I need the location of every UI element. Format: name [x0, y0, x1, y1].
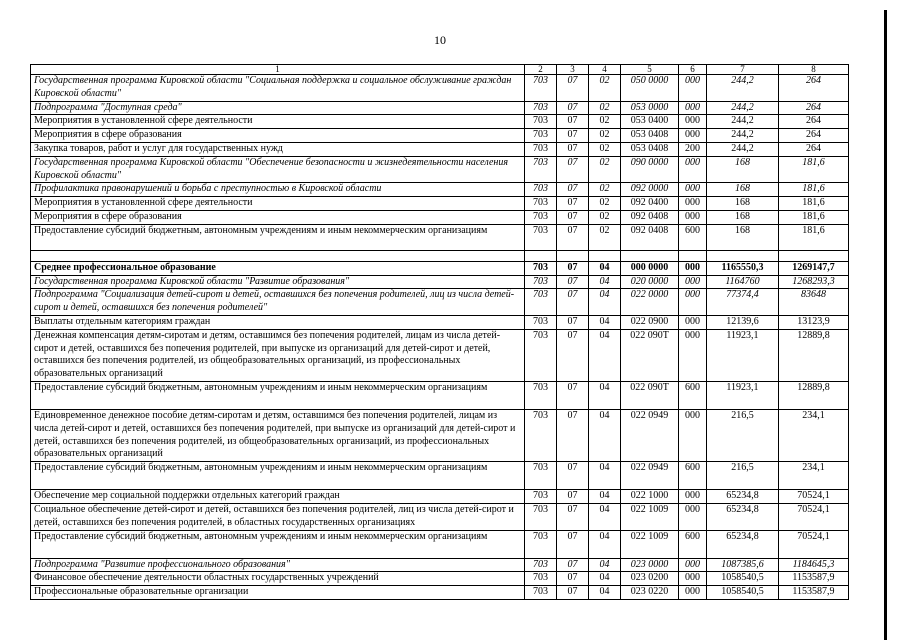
cell-c2: 703: [525, 530, 557, 558]
cell-c8: 181,6: [779, 224, 849, 250]
table-row: [31, 490, 849, 504]
cell-c7: 216,5: [707, 462, 779, 490]
cell-c5: 050 0000: [621, 75, 679, 102]
table-row: [31, 572, 849, 586]
cell-c6: 200: [679, 142, 707, 156]
row-name: Обеспечение мер социальной поддержки отдельных категорий граждан: [31, 490, 525, 504]
row-name: Подпрограмма "Доступная среда": [31, 101, 525, 115]
row-name: Финансовое обеспечение деятельности областных государственных учреждений: [31, 572, 525, 586]
table-row: [31, 75, 849, 102]
cell-c7: 168: [707, 183, 779, 197]
cell-c5: 020 0000: [621, 275, 679, 289]
cell-c2: 703: [525, 261, 557, 275]
cell-c8: 12889,8: [779, 329, 849, 381]
cell-c3: 07: [557, 261, 589, 275]
cell-c4: 04: [589, 503, 621, 530]
cell-c4: 04: [589, 586, 621, 600]
table-header-row: [31, 65, 849, 75]
cell-c2: 703: [525, 490, 557, 504]
cell-c4: 02: [589, 101, 621, 115]
table-row: [31, 289, 849, 316]
cell-c8: 83648: [779, 289, 849, 316]
cell-c3: 07: [557, 101, 589, 115]
table-row: [31, 503, 849, 530]
cell-c8: 181,6: [779, 197, 849, 211]
cell-c2: 703: [525, 129, 557, 143]
cell-c6: 000: [679, 275, 707, 289]
cell-c6: 000: [679, 156, 707, 183]
cell-c2: 703: [525, 572, 557, 586]
cell-c4: 02: [589, 142, 621, 156]
cell-c8: 70524,1: [779, 490, 849, 504]
cell-c4: 04: [589, 381, 621, 409]
table-row: [31, 462, 849, 490]
row-name: Государственная программа Кировской области "Социальная поддержка и социальное обслуживание граждан Кировской области": [31, 75, 525, 102]
cell-c6: 000: [679, 586, 707, 600]
cell-c4: 02: [589, 210, 621, 224]
cell-c4: 02: [589, 75, 621, 102]
cell-c7: 11923,1: [707, 329, 779, 381]
header-cell: 3: [557, 65, 589, 75]
cell-c3: 07: [557, 530, 589, 558]
row-name: Подпрограмма "Социализация детей-сирот и детей, оставшихся без попечения родителей, лиц из числа детей-сирот и детей, оставшихся без попечения родителей": [31, 289, 525, 316]
cell-c2: 703: [525, 289, 557, 316]
cell-c2: 703: [525, 275, 557, 289]
cell-c8: 1153587,9: [779, 586, 849, 600]
cell-c6: 000: [679, 197, 707, 211]
table-row: [31, 115, 849, 129]
cell-c8: 181,6: [779, 156, 849, 183]
cell-c6: 000: [679, 115, 707, 129]
cell-c3: 07: [557, 558, 589, 572]
header-cell: 7: [707, 65, 779, 75]
table-row: [31, 129, 849, 143]
cell-c3: 07: [557, 210, 589, 224]
cell-c6: 000: [679, 558, 707, 572]
cell-c7: 1058540,5: [707, 572, 779, 586]
cell-c4: 02: [589, 197, 621, 211]
cell-c8: 264: [779, 142, 849, 156]
cell-c7: 244,2: [707, 115, 779, 129]
cell-c8: 234,1: [779, 409, 849, 461]
cell-c3: 07: [557, 315, 589, 329]
cell-c4: 04: [589, 490, 621, 504]
page-number: 10: [434, 33, 446, 47]
table-row: [31, 261, 849, 275]
budget-table: [30, 64, 849, 600]
cell-c5: 022 090Т: [621, 329, 679, 381]
cell-c3: 07: [557, 115, 589, 129]
cell-c7: 65234,8: [707, 503, 779, 530]
cell-c5: 000 0000: [621, 261, 679, 275]
cell-c4: 02: [589, 156, 621, 183]
table-row: [31, 329, 849, 381]
table-row: [31, 224, 849, 250]
cell-c4: 04: [589, 572, 621, 586]
table-row: [31, 275, 849, 289]
cell-c7: 244,2: [707, 101, 779, 115]
cell-c7: 244,2: [707, 75, 779, 102]
cell-c2: 703: [525, 586, 557, 600]
row-name: Государственная программа Кировской области "Развитие образования": [31, 275, 525, 289]
cell-c6: 600: [679, 381, 707, 409]
cell-c2: 703: [525, 381, 557, 409]
row-name: Единовременное денежное пособие детям-сиротам и детям, оставшимся без попечения родителей, лицам из числа детей-сирот и детей, оставшихся без попечения родителей, при выпуске из организаций для детей-сирот и детей, оставшихся без попечения родителей, из общеобразовательных организаций, из профессиональных образовательных организаций: [31, 409, 525, 461]
cell-c6: 600: [679, 530, 707, 558]
row-name: Мероприятия в установленной сфере деятельности: [31, 115, 525, 129]
row-name: Денежная компенсация детям-сиротам и детям, оставшимся без попечения родителей, лицам из числа детей-сирот и детей, оставшихся без попечения родителей, при выпуске из организаций для детей-сирот и детей, оставшихся без попечения родителей, из общеобразовательных организаций, из профессиональных образовательных организаций: [31, 329, 525, 381]
cell-c3: 07: [557, 275, 589, 289]
cell-c8: 181,6: [779, 183, 849, 197]
cell-c8: 70524,1: [779, 503, 849, 530]
cell-c6: 000: [679, 572, 707, 586]
cell-c5: 022 0949: [621, 462, 679, 490]
row-name: Среднее профессиональное образование: [31, 261, 525, 275]
table-row: [31, 142, 849, 156]
cell-c8: 1269147,7: [779, 261, 849, 275]
cell-c8: 70524,1: [779, 530, 849, 558]
cell-c6: 000: [679, 329, 707, 381]
cell-c3: 07: [557, 224, 589, 250]
cell-c2: 703: [525, 210, 557, 224]
table-spacer-row: [31, 250, 849, 261]
cell-c6: 000: [679, 490, 707, 504]
row-name: Предоставление субсидий бюджетным, автономным учреждениям и иным некоммерческим организациям: [31, 462, 525, 490]
page-edge-rule: [884, 10, 887, 640]
cell-c5: 090 0000: [621, 156, 679, 183]
cell-c2: 703: [525, 115, 557, 129]
cell-c3: 07: [557, 197, 589, 211]
cell-c2: 703: [525, 329, 557, 381]
cell-c6: 000: [679, 409, 707, 461]
cell-c3: 07: [557, 289, 589, 316]
cell-c4: 04: [589, 409, 621, 461]
cell-c5: 022 1009: [621, 530, 679, 558]
cell-c5: 053 0000: [621, 101, 679, 115]
table-row: [31, 101, 849, 115]
cell-c3: 07: [557, 409, 589, 461]
cell-c6: 000: [679, 101, 707, 115]
cell-c4: 04: [589, 329, 621, 381]
table-row: [31, 156, 849, 183]
table-row: [31, 558, 849, 572]
table-row: [31, 381, 849, 409]
cell-c3: 07: [557, 462, 589, 490]
cell-c4: 04: [589, 275, 621, 289]
cell-c5: 022 1009: [621, 503, 679, 530]
cell-c7: 1058540,5: [707, 586, 779, 600]
header-cell: 4: [589, 65, 621, 75]
cell-c3: 07: [557, 586, 589, 600]
cell-c8: 13123,9: [779, 315, 849, 329]
cell-c2: 703: [525, 197, 557, 211]
cell-c6: 000: [679, 503, 707, 530]
cell-c7: 1087385,6: [707, 558, 779, 572]
cell-c2: 703: [525, 224, 557, 250]
cell-c8: 1268293,3: [779, 275, 849, 289]
cell-c2: 703: [525, 409, 557, 461]
cell-c2: 703: [525, 183, 557, 197]
cell-c5: 022 0900: [621, 315, 679, 329]
cell-c5: 053 0408: [621, 129, 679, 143]
cell-c5: 092 0408: [621, 210, 679, 224]
cell-c7: 244,2: [707, 142, 779, 156]
cell-c7: 216,5: [707, 409, 779, 461]
row-name: Профилактика правонарушений и борьба с преступностью в Кировской области: [31, 183, 525, 197]
cell-c4: 04: [589, 289, 621, 316]
cell-c4: 02: [589, 183, 621, 197]
table-row: [31, 197, 849, 211]
cell-c5: 022 090Т: [621, 381, 679, 409]
cell-c6: 600: [679, 462, 707, 490]
row-name: Социальное обеспечение детей-сирот и детей, оставшихся без попечения родителей, лиц из числа детей-сирот и детей, оставшихся без попечения родителей, в областных государственных организациях: [31, 503, 525, 530]
cell-c8: 1153587,9: [779, 572, 849, 586]
cell-c5: 053 0400: [621, 115, 679, 129]
cell-c6: 000: [679, 183, 707, 197]
cell-c5: 092 0400: [621, 197, 679, 211]
cell-c7: 11923,1: [707, 381, 779, 409]
cell-c6: 000: [679, 210, 707, 224]
cell-c8: 1184645,3: [779, 558, 849, 572]
cell-c5: 092 0408: [621, 224, 679, 250]
cell-c6: 000: [679, 315, 707, 329]
cell-c6: 600: [679, 224, 707, 250]
header-cell: 6: [679, 65, 707, 75]
cell-c4: 04: [589, 315, 621, 329]
cell-c5: 023 0220: [621, 586, 679, 600]
cell-c3: 07: [557, 490, 589, 504]
cell-c5: 092 0000: [621, 183, 679, 197]
cell-c2: 703: [525, 142, 557, 156]
row-name: Подпрограмма "Развитие профессионального образования": [31, 558, 525, 572]
cell-c6: 000: [679, 129, 707, 143]
row-name: Предоставление субсидий бюджетным, автономным учреждениям и иным некоммерческим организациям: [31, 530, 525, 558]
cell-c8: 234,1: [779, 462, 849, 490]
cell-c4: 04: [589, 462, 621, 490]
cell-c3: 07: [557, 183, 589, 197]
row-name: Предоставление субсидий бюджетным, автономным учреждениям и иным некоммерческим организациям: [31, 224, 525, 250]
cell-c5: 022 0000: [621, 289, 679, 316]
cell-c3: 07: [557, 142, 589, 156]
table-row: [31, 183, 849, 197]
header-cell: 5: [621, 65, 679, 75]
cell-c3: 07: [557, 129, 589, 143]
row-name: Мероприятия в сфере образования: [31, 210, 525, 224]
table-row: [31, 586, 849, 600]
cell-c7: 65234,8: [707, 490, 779, 504]
cell-c8: 264: [779, 129, 849, 143]
cell-c4: 02: [589, 129, 621, 143]
cell-c4: 04: [589, 558, 621, 572]
cell-c7: 1164760: [707, 275, 779, 289]
cell-c7: 1165550,3: [707, 261, 779, 275]
header-cell: 2: [525, 65, 557, 75]
table-row: [31, 409, 849, 461]
cell-c8: 264: [779, 115, 849, 129]
cell-c8: 264: [779, 75, 849, 102]
row-name: Государственная программа Кировской области "Обеспечение безопасности и жизнедеятельности населения Кировской области": [31, 156, 525, 183]
cell-c5: 023 0200: [621, 572, 679, 586]
row-name: Выплаты отдельным категориям граждан: [31, 315, 525, 329]
cell-c5: 053 0408: [621, 142, 679, 156]
cell-c5: 022 1000: [621, 490, 679, 504]
cell-c6: 000: [679, 261, 707, 275]
cell-c7: 244,2: [707, 129, 779, 143]
cell-c2: 703: [525, 101, 557, 115]
cell-c2: 703: [525, 156, 557, 183]
cell-c3: 07: [557, 156, 589, 183]
cell-c4: 02: [589, 224, 621, 250]
cell-c7: 12139,6: [707, 315, 779, 329]
row-name: Мероприятия в установленной сфере деятельности: [31, 197, 525, 211]
cell-c7: 168: [707, 210, 779, 224]
cell-c8: 181,6: [779, 210, 849, 224]
cell-c7: 65234,8: [707, 530, 779, 558]
row-name: Профессиональные образовательные организации: [31, 586, 525, 600]
cell-c2: 703: [525, 462, 557, 490]
cell-c3: 07: [557, 329, 589, 381]
header-cell: 1: [31, 65, 525, 75]
cell-c2: 703: [525, 503, 557, 530]
cell-c2: 703: [525, 75, 557, 102]
row-name: Закупка товаров, работ и услуг для государственных нужд: [31, 142, 525, 156]
table-row: [31, 315, 849, 329]
cell-c8: 264: [779, 101, 849, 115]
cell-c6: 000: [679, 75, 707, 102]
cell-c4: 04: [589, 261, 621, 275]
cell-c2: 703: [525, 558, 557, 572]
table-row: [31, 210, 849, 224]
row-name: Предоставление субсидий бюджетным, автономным учреждениям и иным некоммерческим организациям: [31, 381, 525, 409]
cell-c7: 77374,4: [707, 289, 779, 316]
cell-c3: 07: [557, 75, 589, 102]
cell-c2: 703: [525, 315, 557, 329]
table-row: [31, 530, 849, 558]
row-name: Мероприятия в сфере образования: [31, 129, 525, 143]
cell-c5: 023 0000: [621, 558, 679, 572]
cell-c3: 07: [557, 503, 589, 530]
cell-c4: 02: [589, 115, 621, 129]
header-cell: 8: [779, 65, 849, 75]
cell-c6: 000: [679, 289, 707, 316]
cell-c4: 04: [589, 530, 621, 558]
cell-c8: 12889,8: [779, 381, 849, 409]
cell-c5: 022 0949: [621, 409, 679, 461]
cell-c7: 168: [707, 156, 779, 183]
cell-c3: 07: [557, 572, 589, 586]
cell-c7: 168: [707, 224, 779, 250]
cell-c7: 168: [707, 197, 779, 211]
cell-c3: 07: [557, 381, 589, 409]
